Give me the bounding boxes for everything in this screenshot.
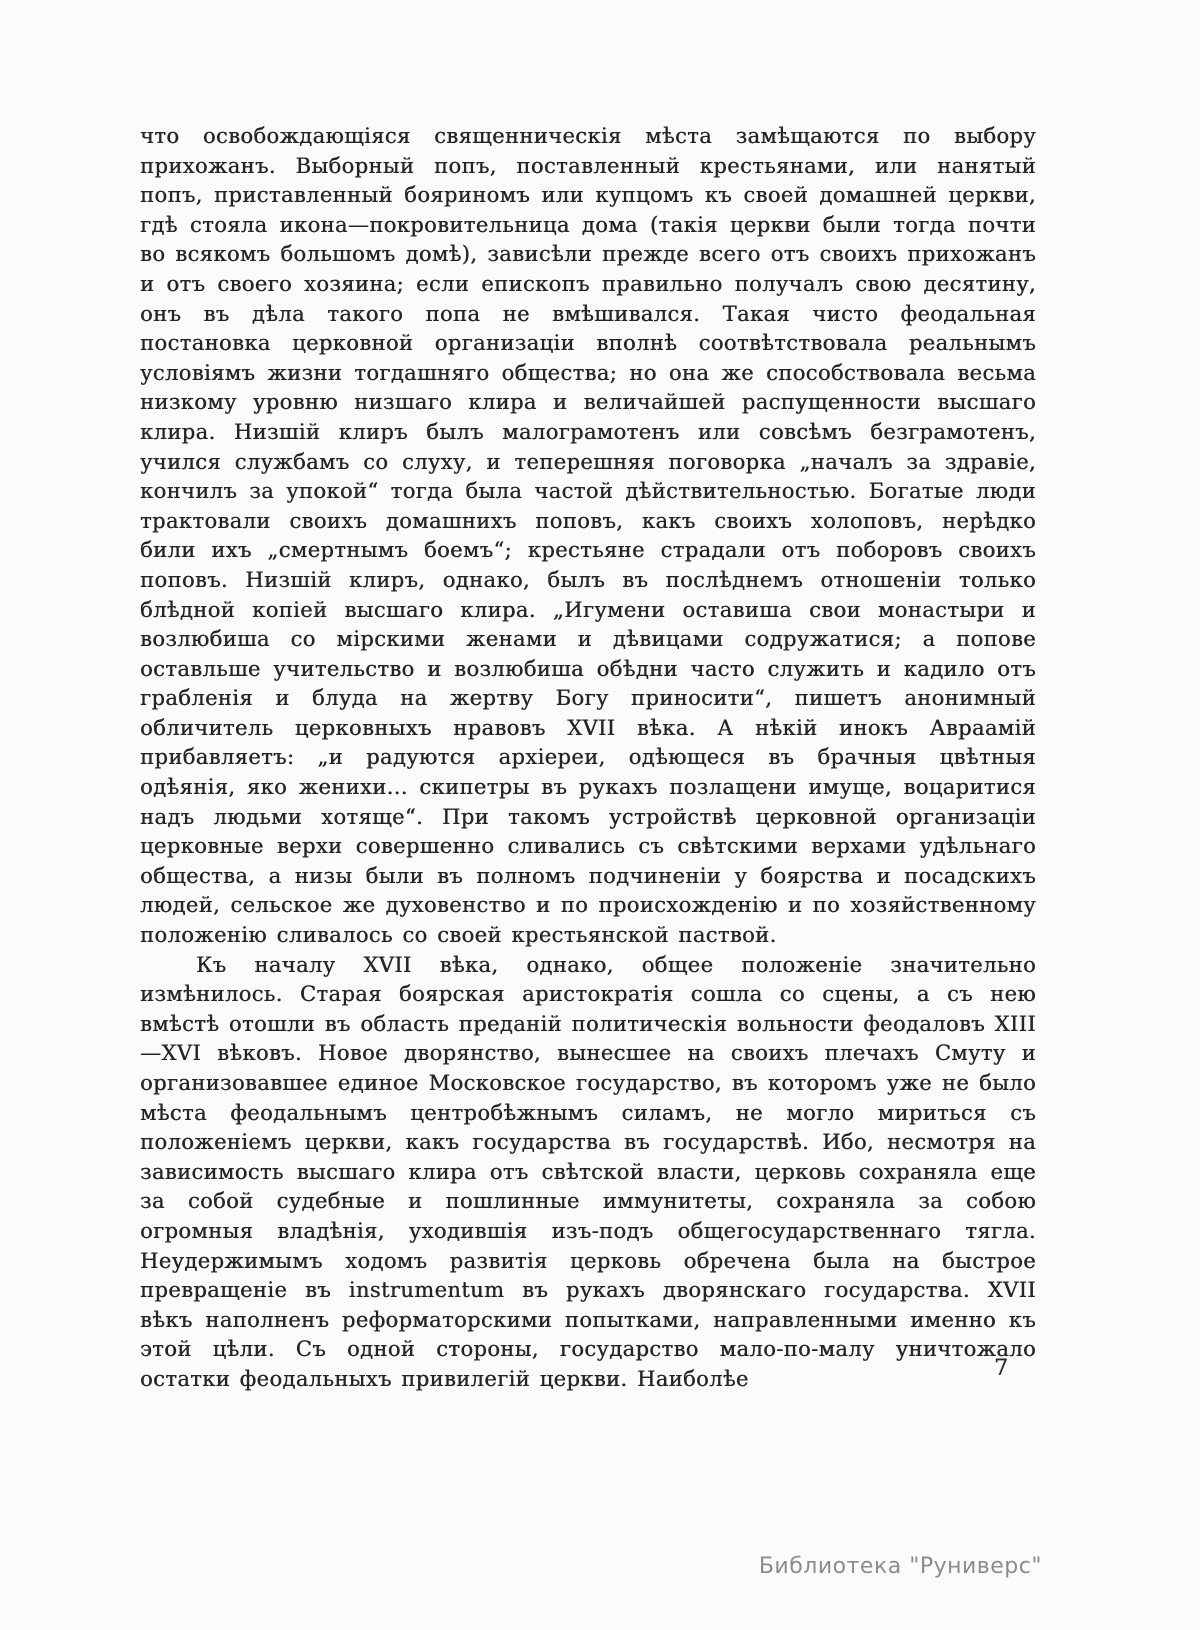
watermark-text: Библиотека "Руниверс" [758,1554,1042,1579]
body-paragraph: Къ началу XVII вѣка, однако, общее положеніе значительно измѣнилось. Старая боярская аристократія сошла со сцены, а съ нею вмѣстѣ отошли въ область преданій политическія вольности феодаловъ XIII—XVI вѣковъ. Новое дворянство, вынесшее на своихъ плечахъ Смуту и организовавшее единое Московское государство, въ которомъ уже не было мѣста феодальнымъ центробѣжнымъ силамъ, не могло мириться съ положеніемъ церкви, какъ государства въ государствѣ. Ибо, несмотря на зависимость высшаго клира отъ свѣтской власти, церковь сохраняла еще за собой судебные и пошлинные иммунитеты, сохраняла за собою огромныя владѣнія, уходившія изъ-подъ общегосударственнаго тягла. Неудержимымъ ходомъ развитія церковь обречена была на быстрое превращеніе въ instrumentum въ рукахъ дворянскаго государства. XVII вѣкъ наполненъ реформаторскими попытками, направленными именно къ этой цѣли. Съ одной стороны, государство мало-по-малу уничтожало остатки феодальныхъ привилегій церкви. Наиболѣе [140,952,1036,1391]
body-paragraph: что освобождающіяся священническія мѣста замѣщаются по выбору прихожанъ. Выборный попъ, поставленный крестьянами, или нанятый попъ, приставленный бояриномъ или купцомъ къ своей домашней церкви, гдѣ стояла икона—покровительница дома (такія церкви были тогда почти во всякомъ большомъ домѣ), зависѣли прежде всего отъ своихъ прихожанъ и отъ своего хозяина; если епископъ правильно получалъ свою десятину, онъ въ дѣла такого попа не вмѣшивался. Такая чисто феодальная постановка церковной организаціи вполнѣ соотвѣтствовала реальнымъ условіямъ жизни тогдашняго общества; но она же способствовала весьма низкому уровню низшаго клира и величайшей распущенности высшаго клира. Низшій клиръ былъ малограмотенъ или совсѣмъ безграмотенъ, учился службамъ со слуху, и теперешняя поговорка „началъ за здравіе, кончилъ за упокой“ тогда была частой дѣйствительностью. Богатые люди трактовали своихъ домашнихъ поповъ, какъ своихъ холоповъ, нерѣдко били ихъ „смертнымъ боемъ“; крестьяне страдали отъ поборовъ своихъ поповъ. Низшій клиръ, однако, былъ въ послѣднемъ отношеніи только блѣдной копіей высшаго клира. „Игумени оставиша свои монастыри и возлюбиша со мірскими женами и дѣвицами содружатися; а попове оставльше учительство и возлюбиша обѣдни часто служить и кадило отъ грабленія и блуда на жертву Богу приносити“, пишетъ анонимный обличитель церковныхъ нравовъ XVII вѣка. А нѣкій инокъ Авраамій прибавляетъ: „и радуются архіереи, одѣющеся въ брачныя цвѣтныя одѣянія, яко женихи... скипетры въ рукахъ позлащени имуще, воцаритися надъ людьми хотяще“. При такомъ устройствѣ церковной организаціи церковные верхи совершенно сливались съ свѣтскими верхами удѣльнаго общества, а низы были въ полномъ подчиненіи у боярства и посадскихъ людей, сельское же духовенство и по происхожденію и по хозяйственному положенію сливалось со своей крестьянской паствой. [140,124,1036,948]
page-number: 7 [994,1356,1008,1381]
page-text-block [140,122,1036,1395]
